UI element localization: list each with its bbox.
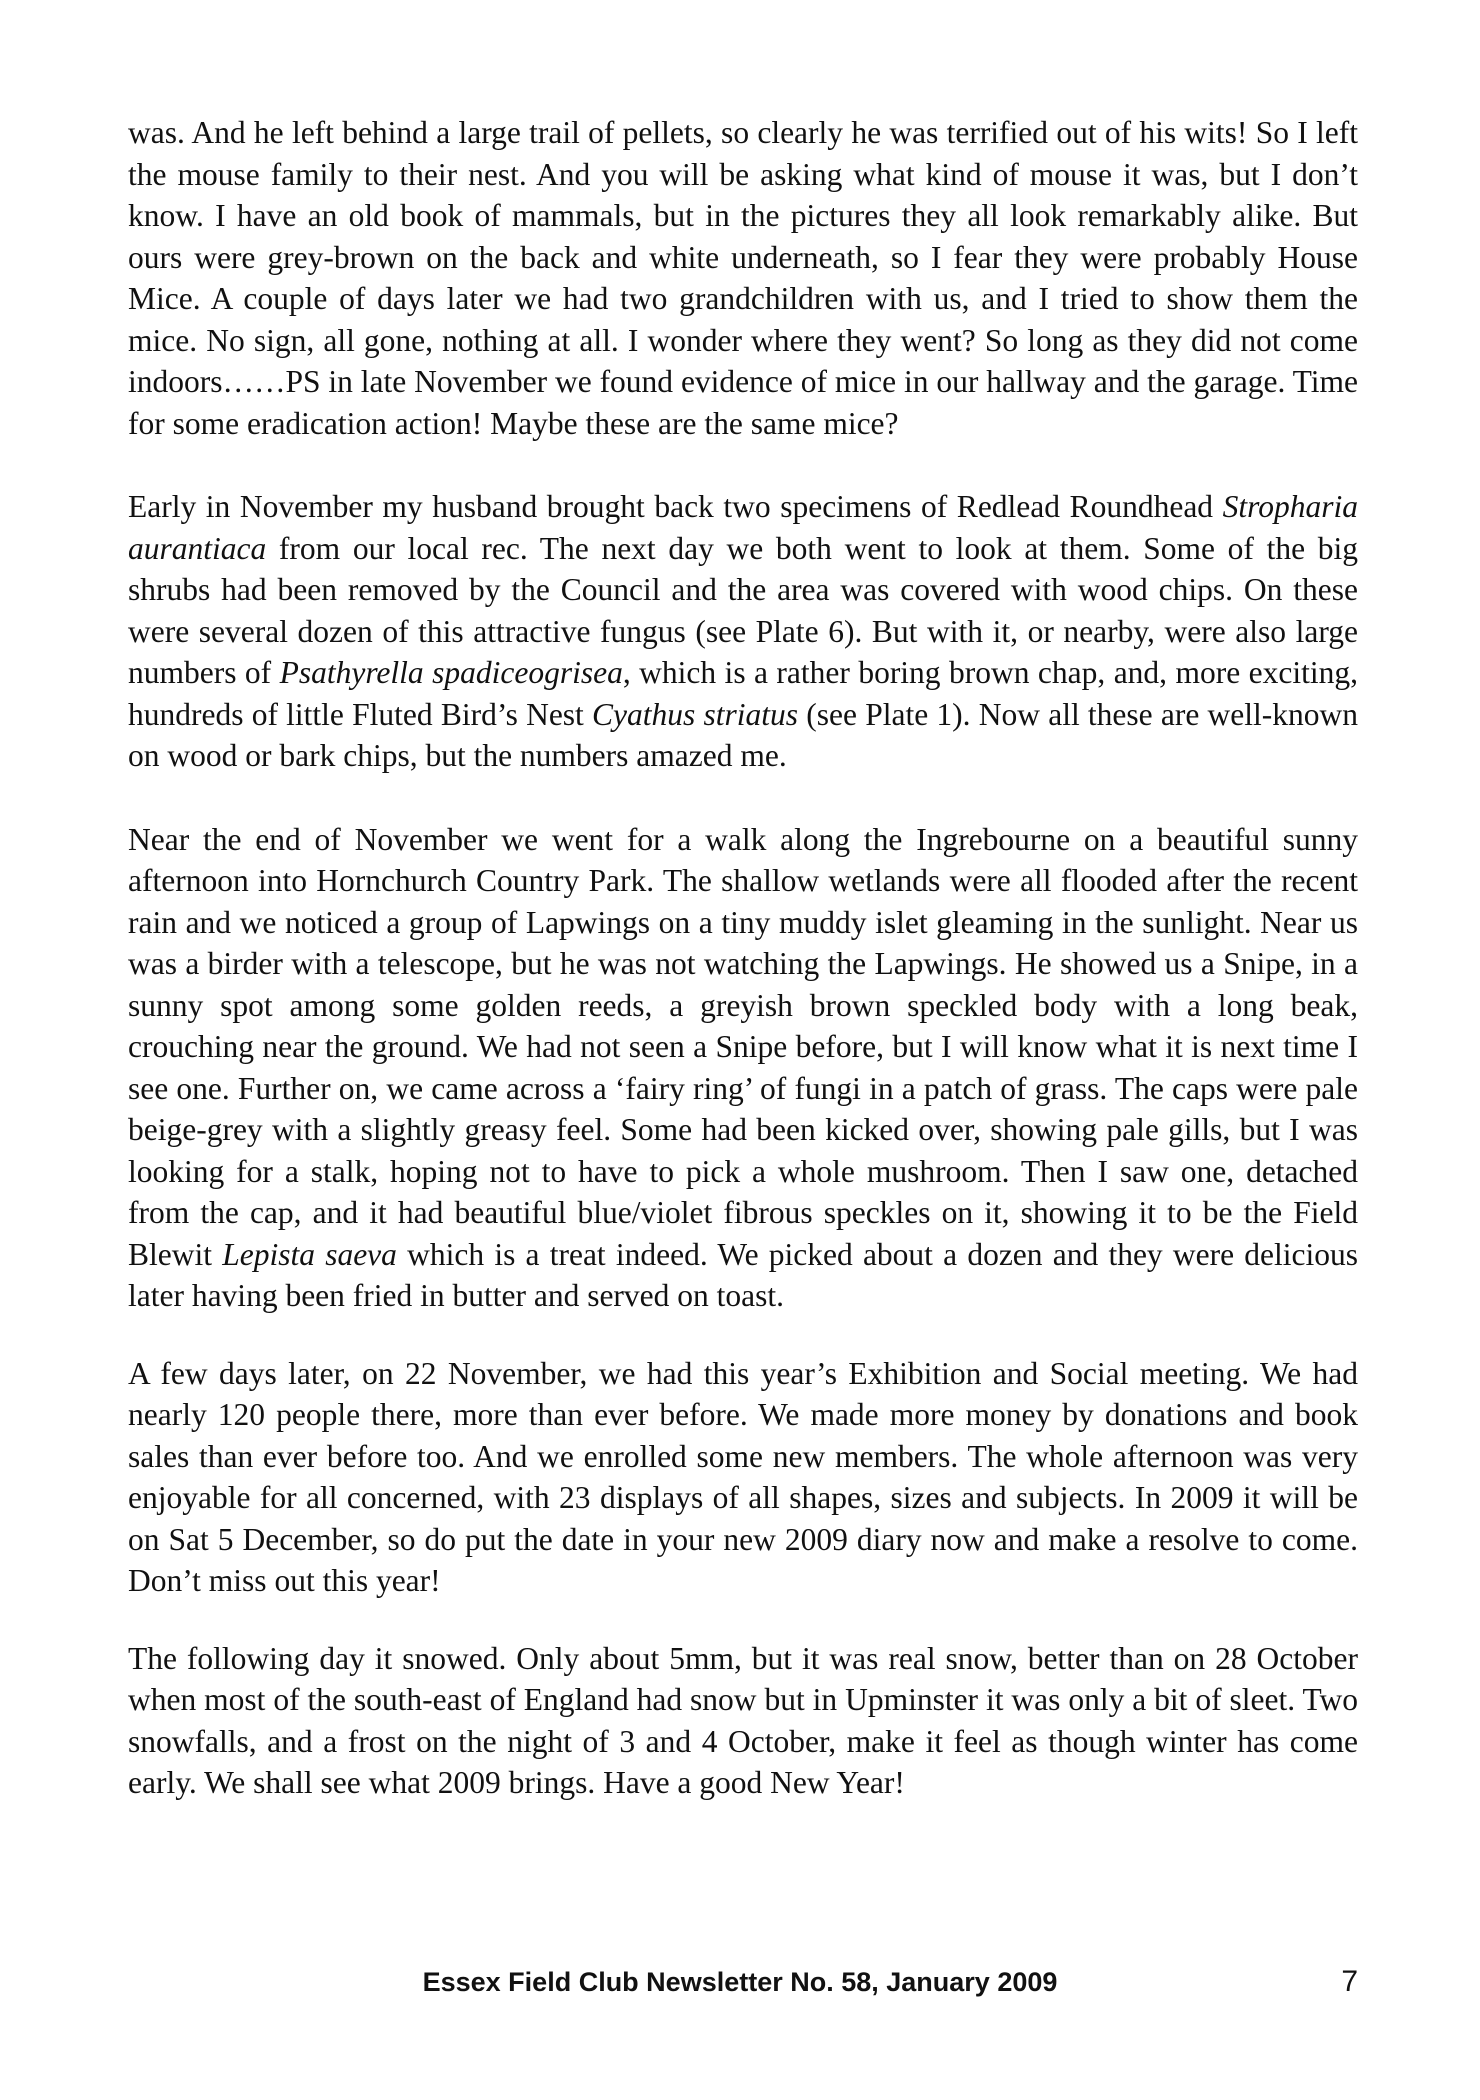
paragraph-text: (see Plate 1). Now all these are well-known on wood or bark chips, but the numbers amazed me. [128, 696, 1359, 773]
newsletter-title: Essex Field Club Newsletter No. 58, January 2009 [422, 1967, 1058, 1997]
page-footer [0, 1962, 1480, 2002]
article-body [128, 112, 1358, 1846]
paragraph-snow [128, 1638, 1358, 1804]
paragraph-text: was. And he left behind a large trail of pellets, so clearly he was terrified out of his wits! So I left the mouse family to their nest. And you will be asking what kind of mouse it was, but I don’t know. I have an old book of mammals, but in the pictures they all look remarkably alike. But ours were grey-brown on the back and white underneath, so I fear they were probably House Mice. A couple of days later we had two grandchildren with us, and I tried to show them the mice. No sign, all gone, nothing at all. I wonder where they went? So long as they did not come indoors……PS in late November we found evidence of mice in our hallway and the garage. Time for some eradication action! Maybe these are the same mice? [128, 115, 1358, 441]
paragraph-redlead-roundhead [128, 486, 1358, 777]
paragraph-text: , which is a rather boring brown chap, and, more exciting, hundreds of little Fluted Bird’s Nest [128, 655, 1358, 732]
paragraph-text: Near the end of November we went for a walk along the Ingrebourne on a beautiful sunny afternoon into Hornchurch Country Park. The shallow wetlands were all flooded after the recent rain and we noticed a group of Lapwings on a tiny muddy islet gleaming in the sunlight. Near us was a birder with a telescope, but he was not watching the Lapwings. He showed us a Snipe, in a sunny spot among some golden reeds, a greyish brown speckled body with a long beak, crouching near the ground. We had not seen a Snipe before, but I will know what it is next time I see one. Further on, we came across a ‘fairy ring’ of fungi in a patch of grass. The caps were pale beige-grey with a slightly greasy feel. Some had been kicked over, showing pale gills, but I was looking for a stalk, hoping not to have to pick a whole mushroom. Then I saw one, detached from the cap, and it had beautiful blue/violet fibrous speckles on it, showing it to be the Field Blewit [128, 821, 1358, 1272]
paragraph-text: A few days later, on 22 November, we had this year’s Exhibition and Social meeting. We had nearly 120 people there, more than ever before. We made more money by donations and book sales than ever before too. And we enrolled some new members. The whole afternoon was very enjoyable for all concerned, with 23 displays of all shapes, sizes and subjects. In 2009 it will be on Sat 5 December, so do put the date in your new 2009 diary now and make a resolve to come. Don’t miss out this year! [128, 1355, 1358, 1598]
page-number: 7 [1341, 1965, 1358, 1998]
species-name: Stropharia aurantiaca [128, 489, 1358, 566]
species-name: Lepista saeva [222, 1236, 397, 1272]
species-name: Psathyrella spadiceogrisea [279, 655, 623, 690]
paragraph-text: from our local rec. The next day we both went to look at them. Some of the big shrubs had been removed by the Council and the area was covered with wood chips. On these were several dozen of this attractive fungus (see Plate 6). But with it, or nearby, were also large numbers of [128, 530, 1358, 690]
paragraph-text: which is a treat indeed. We picked about a dozen and they were delicious later having been fried in butter and served on toast. [128, 1236, 1359, 1313]
paragraph-exhibition [128, 1353, 1358, 1602]
paragraph-ingrebourne-walk [128, 819, 1358, 1317]
paragraph-text: The following day it snowed. Only about 5mm, but it was real snow, better than on 28 October when most of the south-east of England had snow but in Upminster it was only a bit of sleet. Two snowfalls, and a frost on the night of 3 and 4 October, make it feel as though winter has come early. We shall see what 2009 brings. Have a good New Year! [128, 1640, 1358, 1800]
paragraph-mice [128, 112, 1358, 444]
species-name: Cyathus striatus [592, 696, 799, 732]
paragraph-text: Early in November my husband brought back two specimens of Redlead Roundhead [128, 489, 1223, 524]
